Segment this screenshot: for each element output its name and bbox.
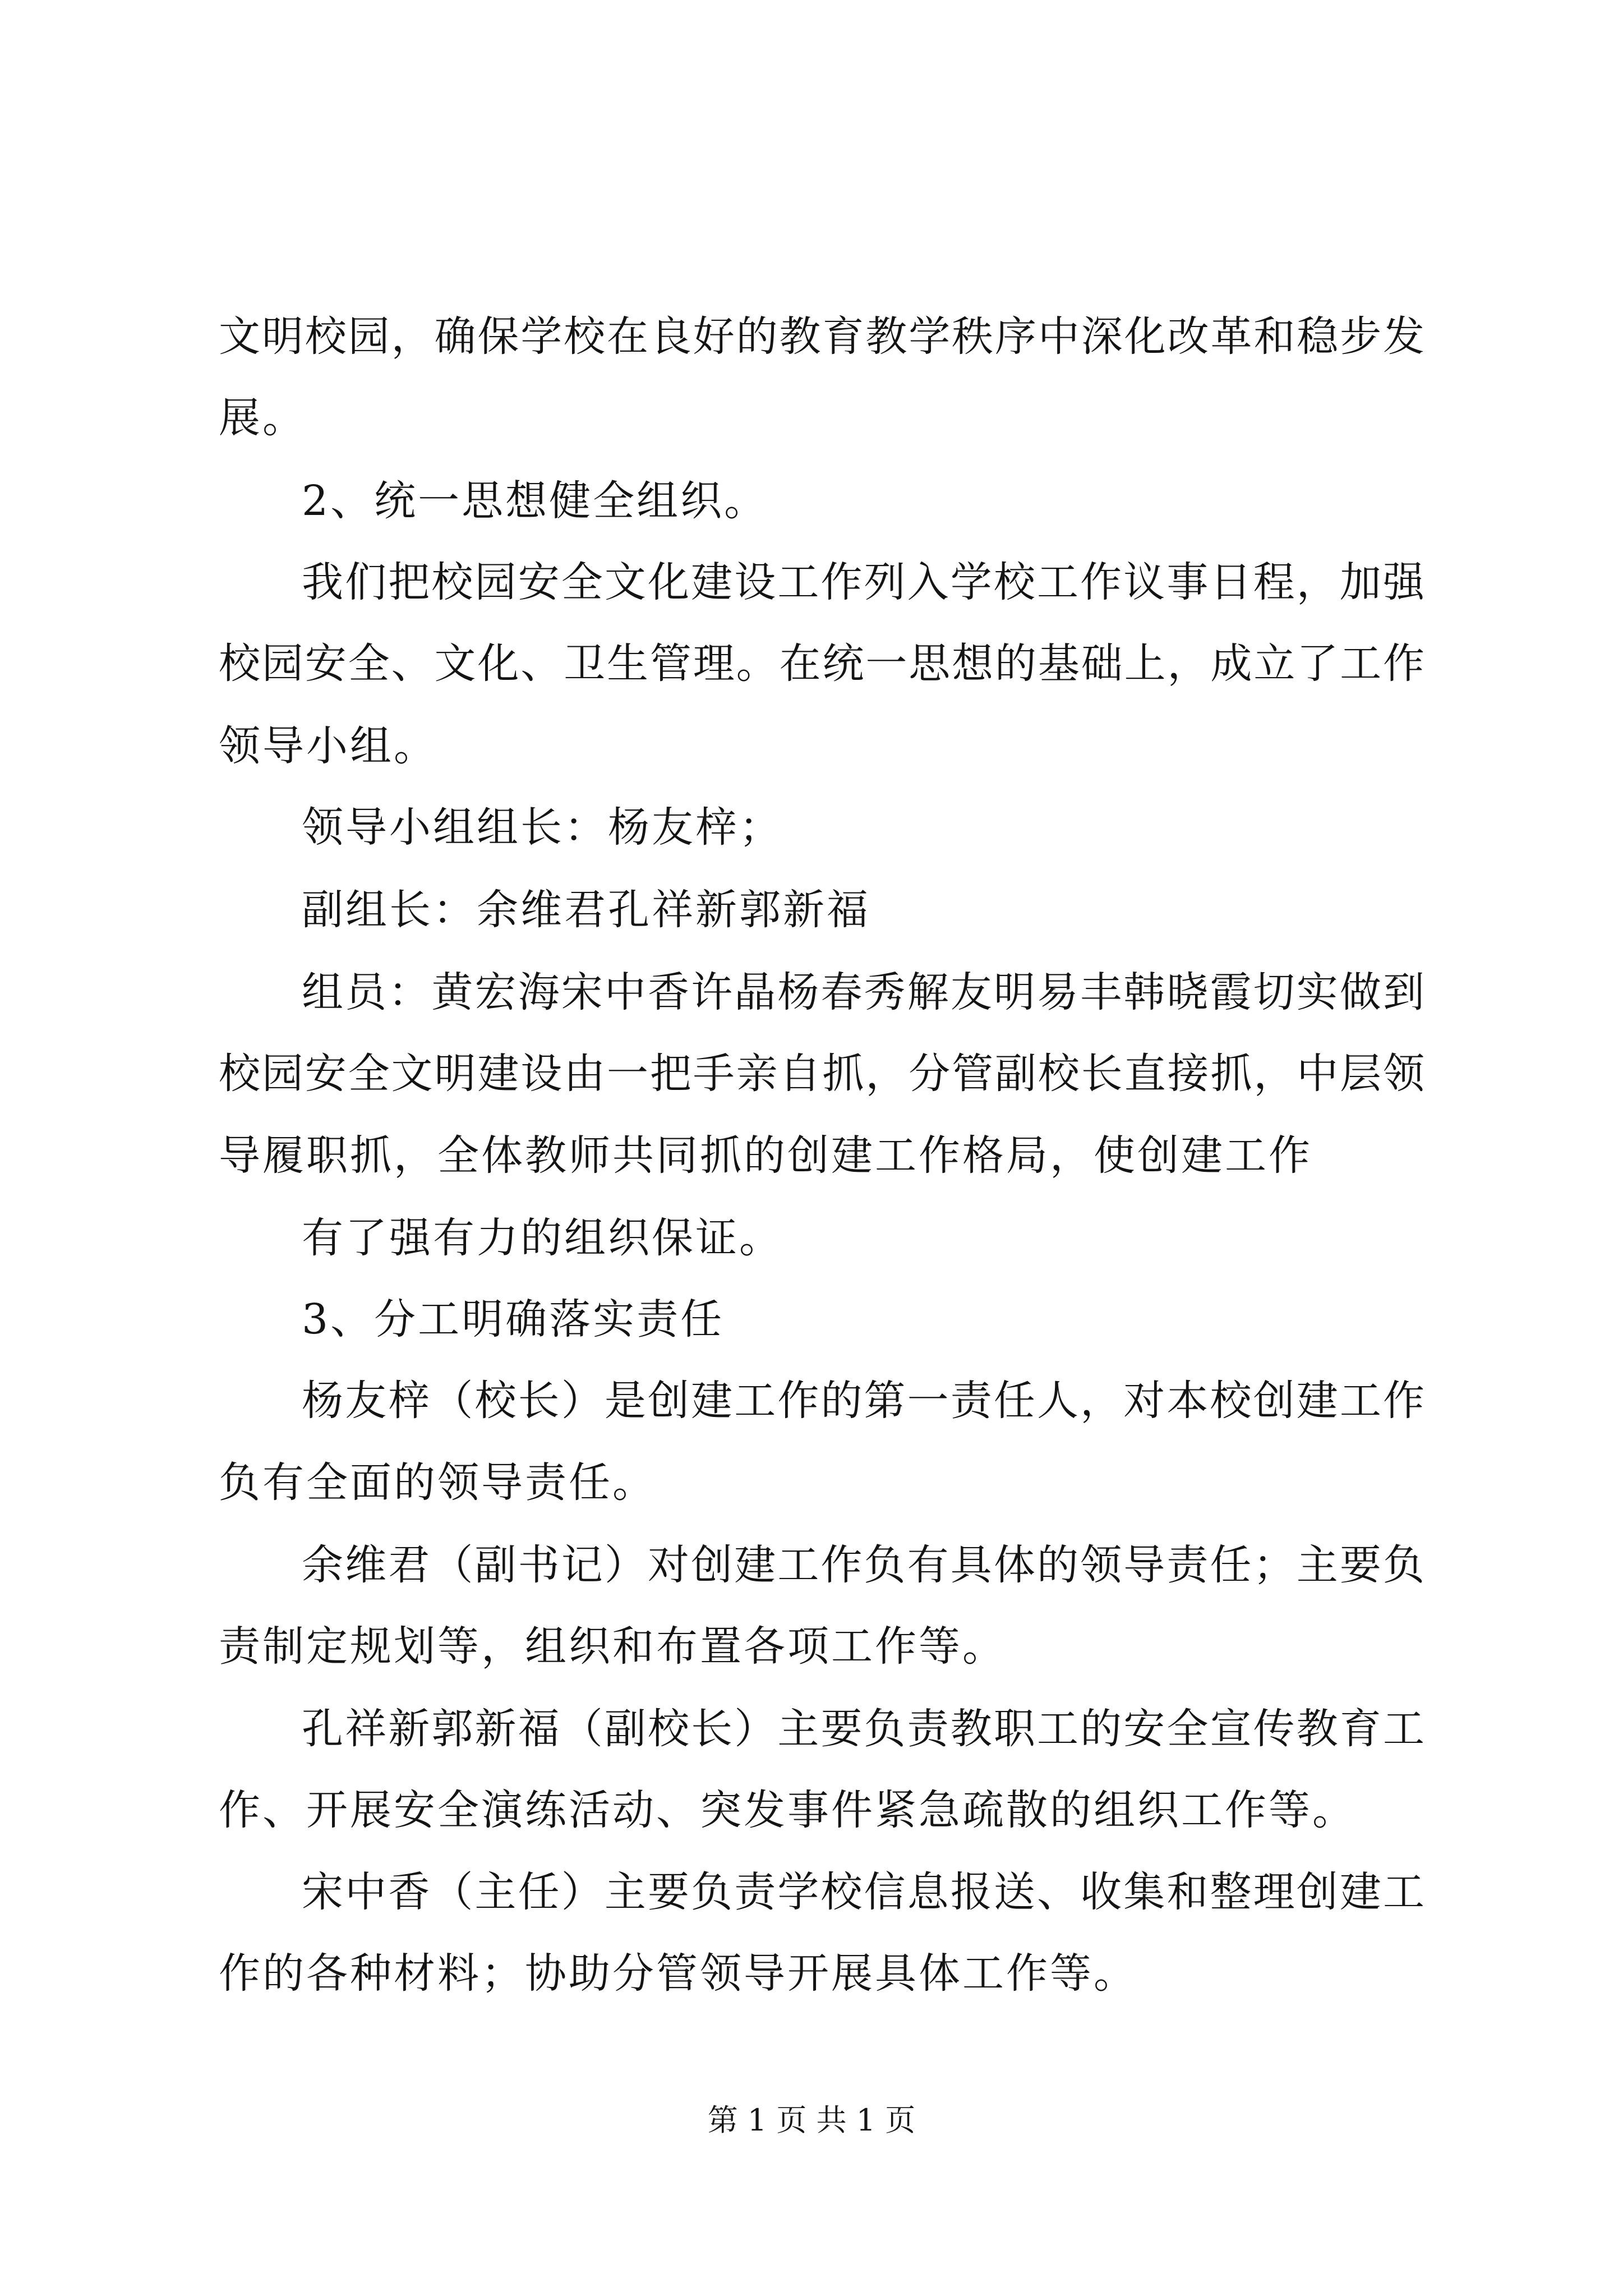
text-line: 作的各种材料；协助分管领导开展具体工作等。 (219, 1949, 1137, 1998)
text-line: 作、开展安全演练活动、突发事件紧急疏散的组织工作等。 (219, 1786, 1356, 1834)
text-line: 组员：黄宏海宋中香许晶杨春秀解友明易丰韩晓霞切实做到 (302, 968, 1424, 1016)
text-line: 余维君（副书记）对创建工作负有具体的领导责任；主要负 (302, 1541, 1424, 1589)
text-line: 展。 (219, 394, 306, 442)
section-heading: 3、分工明确落实责任 (302, 1295, 725, 1343)
text-line: 副组长：余维君孔祥新郭新福 (302, 886, 870, 934)
text-line: 孔祥新郭新福（副校长）主要负责教职工的安全宣传教育工 (302, 1705, 1424, 1753)
text-line: 有了强有力的组织保证。 (302, 1214, 783, 1262)
text-line: 导履职抓，全体教师共同抓的创建工作格局，使创建工作 (219, 1131, 1312, 1180)
text-line: 校园安全、文化、卫生管理。在统一思想的基础上，成立了工作 (219, 639, 1424, 688)
text-line: 领导小组组长：杨友梓； (302, 803, 783, 852)
text-line: 宋中香（主任）主要负责学校信息报送、收集和整理创建工 (302, 1868, 1424, 1916)
text-line: 责制定规划等，组织和布置各项工作等。 (219, 1622, 1006, 1671)
text-line: 负有全面的领导责任。 (219, 1458, 656, 1507)
text-line: 校园安全文明建设由一把手亲自抓，分管副校长直接抓，中层领 (219, 1050, 1424, 1098)
text-line: 文明校园，确保学校在良好的教育教学秩序中深化改革和稳步发 (219, 312, 1424, 361)
page-footer: 第 1 页 共 1 页 (707, 2102, 916, 2138)
text-line: 杨友梓（校长）是创建工作的第一责任人，对本校创建工作 (302, 1377, 1424, 1425)
text-line: 领导小组。 (219, 722, 437, 770)
section-heading: 2、统一思想健全组织。 (302, 477, 768, 525)
text-line: 我们把校园安全文化建设工作列入学校工作议事日程，加强 (302, 558, 1424, 606)
